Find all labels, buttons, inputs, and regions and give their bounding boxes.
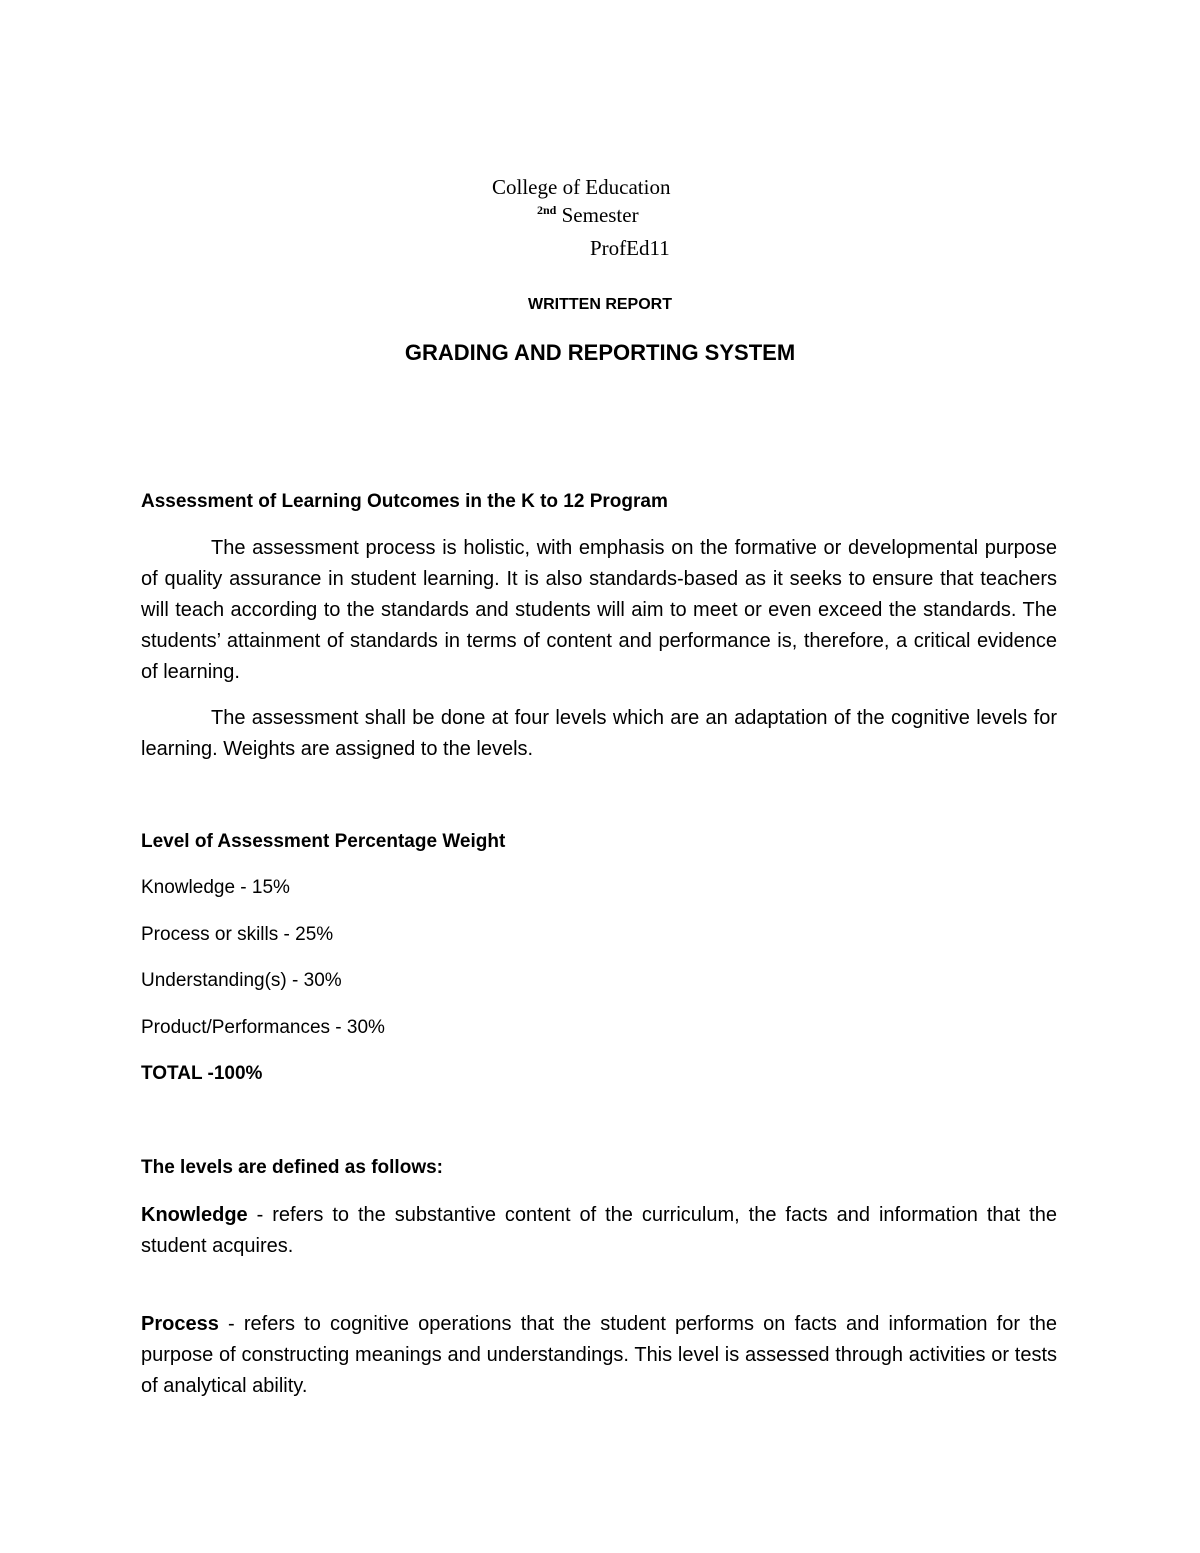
semester-superscript: 2nd	[537, 203, 557, 217]
semester-text: Semester	[561, 203, 639, 227]
paragraph-assessment-levels: The assessment shall be done at four levels which are an adaptation of the cognitive levels for learning. Weights are assigned to the levels.	[141, 707, 1057, 760]
weight-item-process: Process or skills - 25%	[141, 924, 334, 945]
definition-term-knowledge: Knowledge	[141, 1204, 248, 1226]
weight-item-knowledge: Knowledge - 15%	[141, 877, 290, 898]
definition-text-process: - refers to cognitive operations that the student performs on facts and information for the purpose of constructing meanings and understandings. This level is assessed through activities or tests of analytical ability.	[141, 1313, 1057, 1397]
definitions-heading: The levels are defined as follows:	[141, 1157, 443, 1178]
weights-heading: Level of Assessment Percentage Weight	[141, 831, 506, 852]
paragraph-assessment-process: The assessment process is holistic, with emphasis on the formative or developmental purpose of quality assurance in student learning. It is also standards-based as it seeks to ensure that teachers will teach according to the standards and students will aim to meet or even exceed the standards. The students’ attainment of standards in terms of content and performance is, therefore, a critical evidence of learning.	[141, 537, 1057, 683]
weight-item-understanding: Understanding(s) - 30%	[141, 970, 342, 991]
semester-line	[537, 203, 639, 228]
definition-term-process: Process	[141, 1313, 219, 1335]
definition-knowledge	[141, 1200, 1057, 1262]
page-title: GRADING AND REPORTING SYSTEM	[404, 340, 796, 365]
section-heading-assessment: Assessment of Learning Outcomes in the K to 12 Program	[141, 491, 668, 512]
weight-item-product: Product/Performances - 30%	[141, 1017, 385, 1038]
college-name: College of Education	[492, 175, 671, 199]
weights-total: TOTAL -100%	[141, 1063, 263, 1084]
course-code: ProfEd11	[590, 236, 670, 260]
report-type: WRITTEN REPORT	[528, 296, 672, 313]
definition-text-knowledge: - refers to the substantive content of the curriculum, the facts and information that the student acquires.	[141, 1204, 1057, 1257]
definition-process	[141, 1309, 1057, 1402]
